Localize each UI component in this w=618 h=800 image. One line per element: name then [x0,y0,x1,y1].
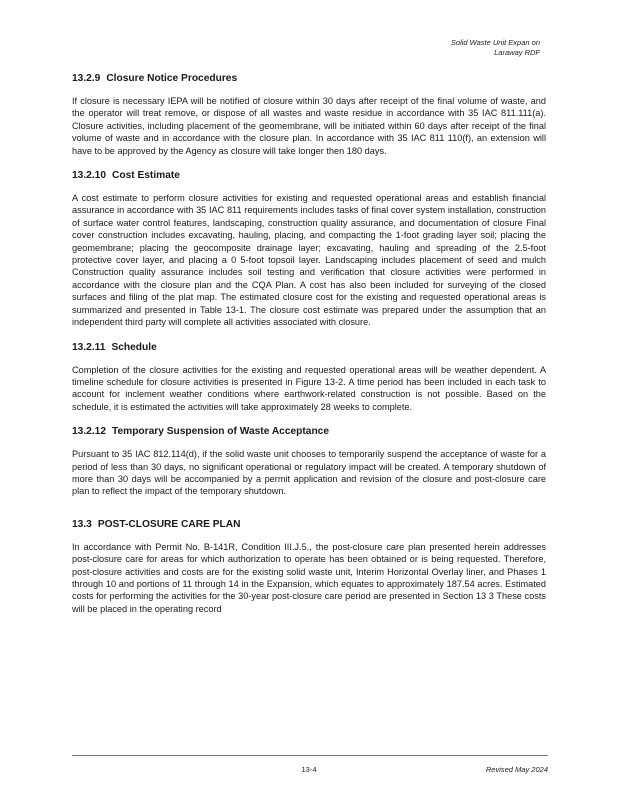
section-number: 13.2.10 [72,170,106,182]
section-number: 13.2.9 [72,73,101,84]
section-title: Schedule [111,341,157,353]
section-paragraph: Completion of the closure activities for the existing and requested operational areas will be weather dependent. A timeline schedule for closure activities is presented in Figure 13-2. A time period has been included in each task to account for inclement weather conditions where earthwork-related construction is not possible. Based on the schedule, it is estimated the activities will take approximately 28 weeks to complete. [72,364,546,412]
running-header [451,38,540,58]
section-paragraph: If closure is necessary IEPA will be notified of closure within 30 days after receipt of the final volume of waste, and the operator will treat remove, or dispose of all wastes and waste residue in accordance with 35 IAC 811.111(a). Closure activities, including placement of the geomembrane, will be initiated within 60 days after receipt of the final volume of waste and in accordance with the closure plan. In accordance with 35 IAC 811 110(f), an extension will have to be approved by the Agency as closure will take longer then 180 days. [72,96,546,156]
major-section-heading [72,518,546,531]
section-title: Cost Estimate [112,170,180,182]
section-paragraph: Pursuant to 35 IAC 812.114(d), if the solid waste unit chooses to temporarily suspend the acceptance of waste for a period of less than 30 days, no significant operational or regulatory impact will be created. A temporary shutdown of more than 30 days will be accompanied by a permit application and revision of the closure and post-closure care plan to reflect the impact of the temporary shutdown. [72,449,546,497]
section-heading [72,425,546,438]
section-number: 13.3 [72,518,92,530]
section-number: 13.2.11 [72,341,106,353]
section-heading [72,72,546,85]
footer-divider [72,755,548,756]
section-number: 13.2.12 [72,426,106,438]
section-title: Closure Notice Procedures [106,73,238,84]
section-heading [72,341,546,354]
revision-date: Revised May 2024 [485,765,548,774]
page-number: 13-4 [301,765,317,774]
section-heading [72,169,546,182]
header-site: Laraway RDF [494,48,540,57]
body-content [72,72,546,627]
section-paragraph: A cost estimate to perform closure activities for existing and requested operational areas and establish financial assurance in accordance with 35 IAC 811 requirements includes tasks of final cover system installation, construction of surface water control features, landscaping, construction quality assurance, and documentation of closure Final cover construction includes excavating, hauling, placing, and compacting the 1-foot grading layer soil; placing the geomembrane; placing the geocomposite drainage layer; excavating, hauling and spreading of the 2.5-foot protective cover layer, and placing a 0 5-foot topsoil layer. Landscaping includes placement of seed and mulch Construction quality assurance includes soil testing and verification that closure activities were performed in accordance with the closure plan and the CQA Plan. A cost has also been included for surveying of the closed surfaces and filing of the plat map. The estimated closure cost for the existing and requested operational areas is summarized and presented in Table 13-1. The closure cost estimate was prepared under the assumption that an independent third party will complete all activities associated with closure. [72,193,546,328]
header-project: Solid Waste Unit Expan on [450,38,540,47]
section-paragraph: In accordance with Permit No. B-141R, Condition III.J.5., the post-closure care plan presented herein addresses post-closure care for areas for which authorization to operate has been obtained or is being requested. Therefore, post-closure activities and costs are for the existing solid waste unit, Interim Horizontal Overlay liner, and Phases 1 through 10 and portions of 11 through 14 in the Expansion, which equates to approximately 187.54 acres. Estimated costs for performing the activities for the 30-year post-closure care period are presented in Section 13 3 These costs will be placed in the operating record [72,541,546,614]
section-title: Temporary Suspension of Waste Acceptance [112,426,330,438]
section-title: POST-CLOSURE CARE PLAN [97,518,241,530]
